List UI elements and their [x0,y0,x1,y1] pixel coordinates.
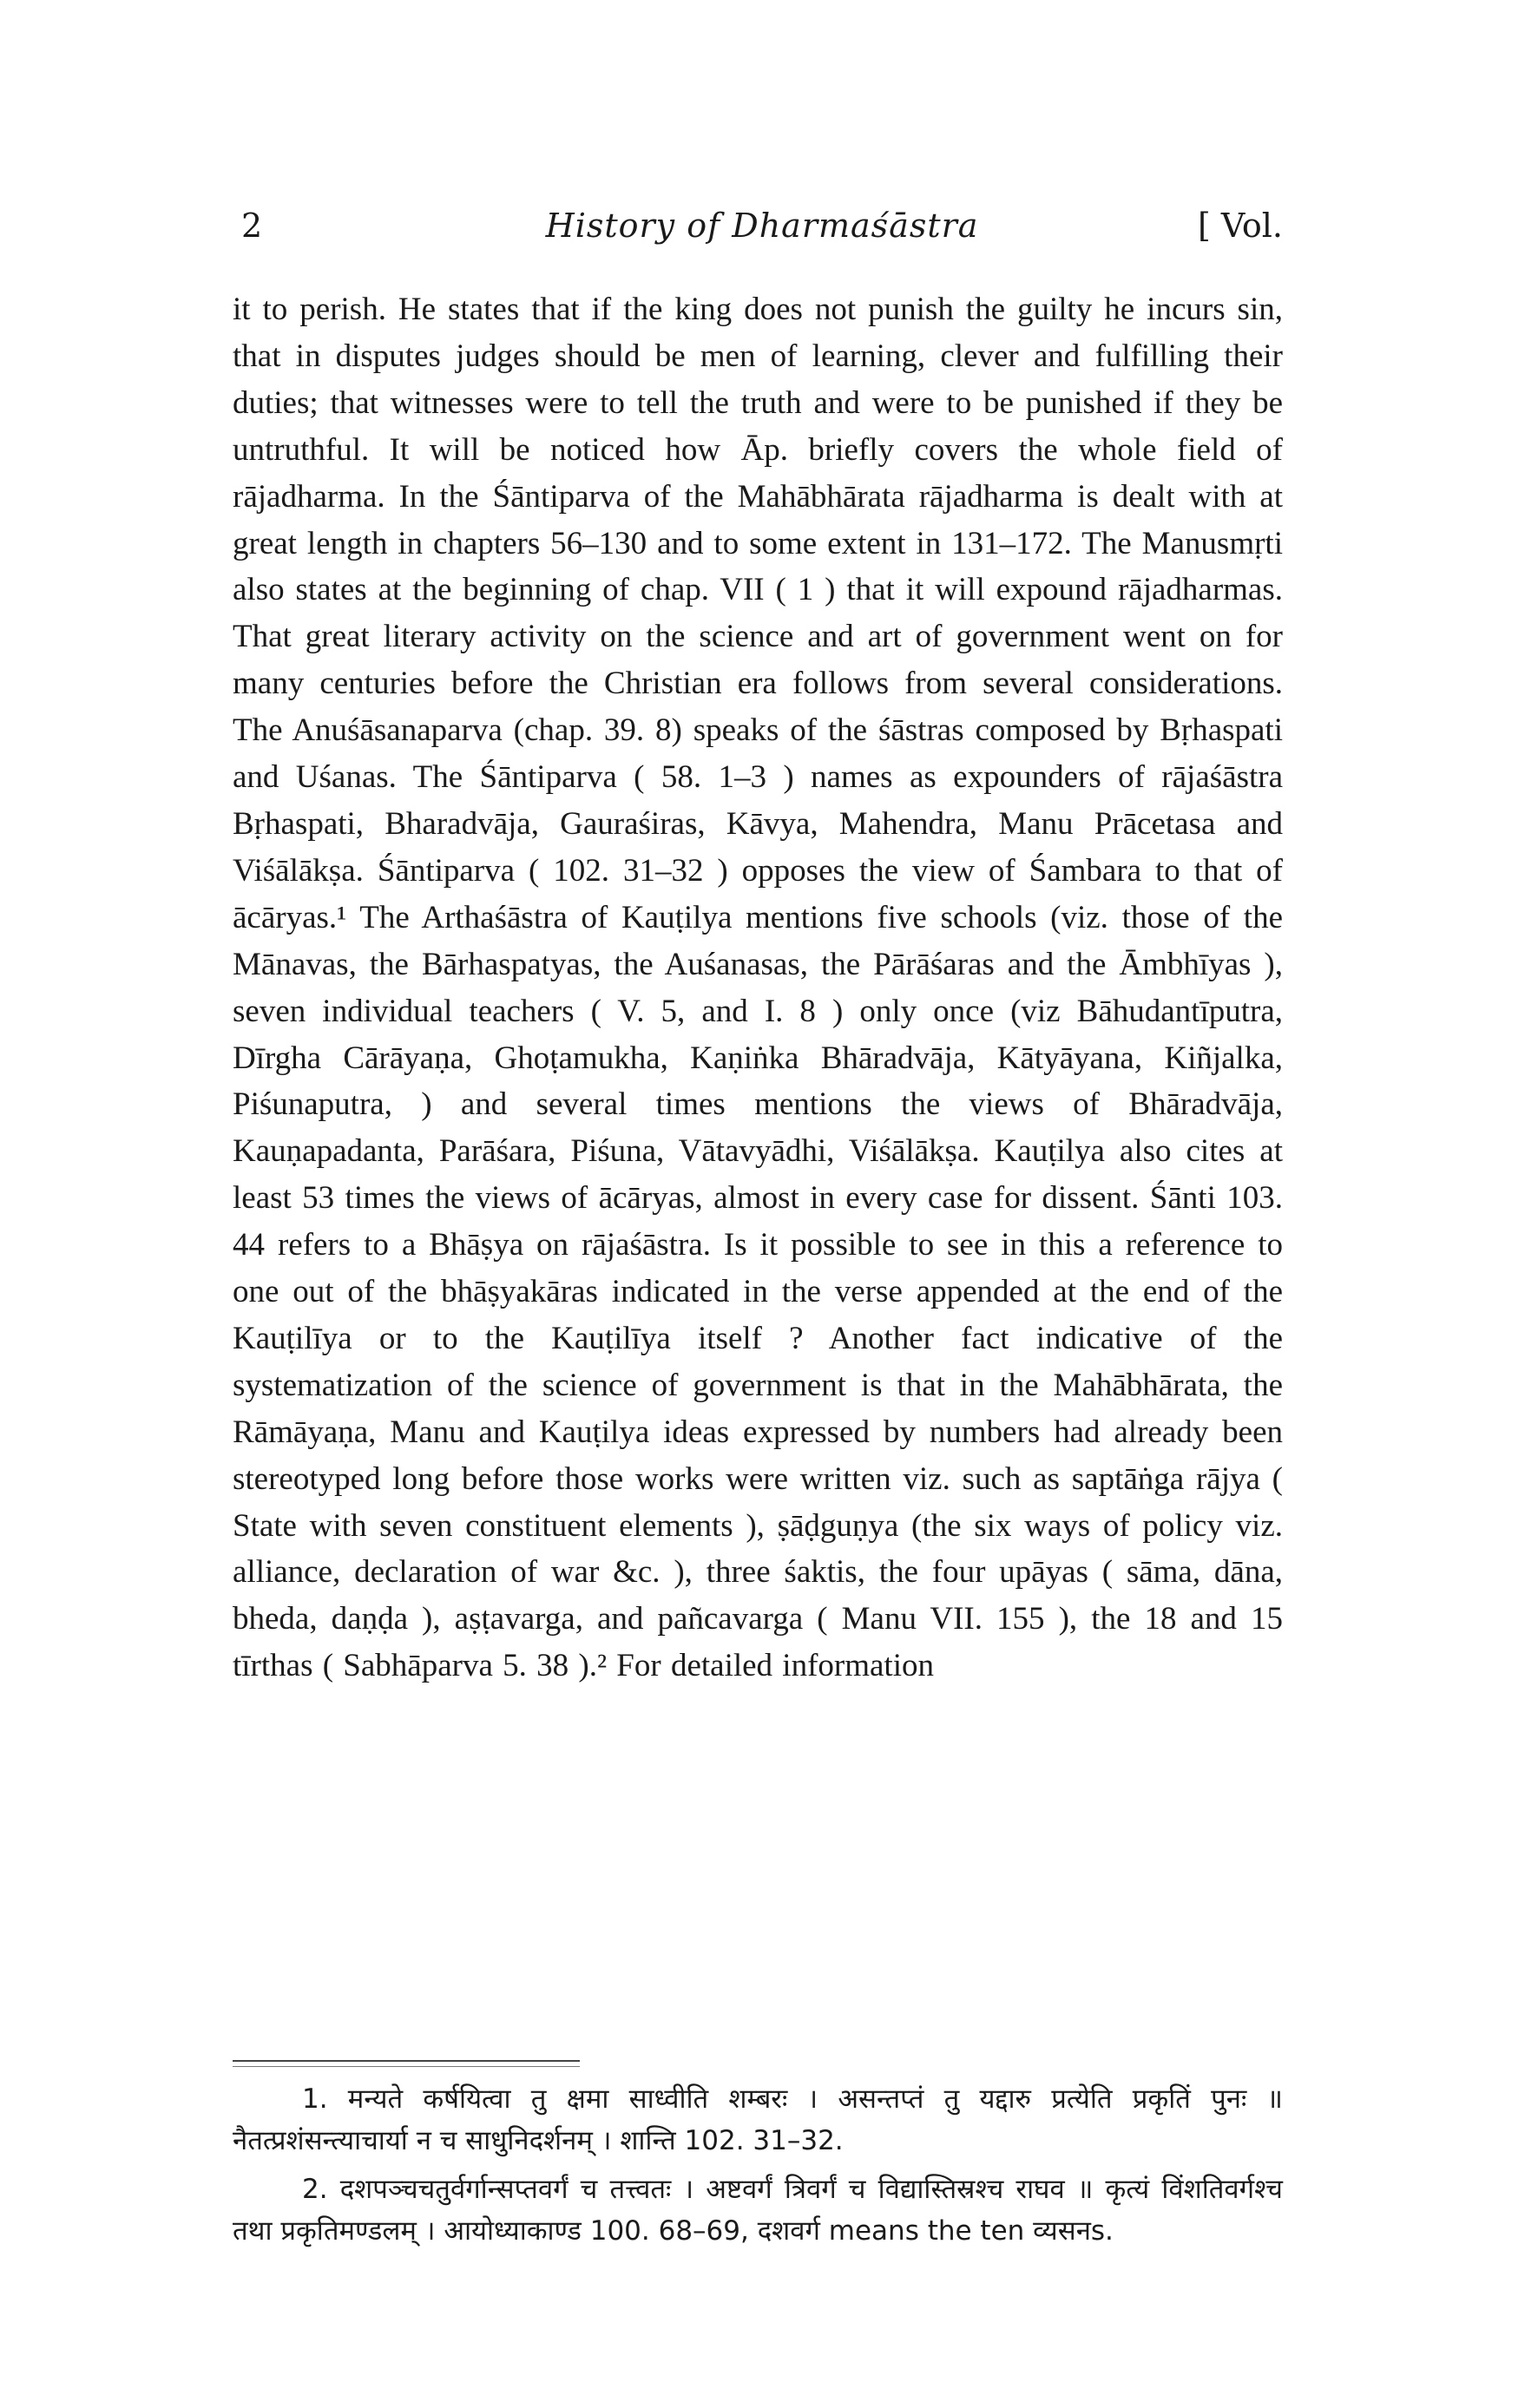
footnote-divider [233,2060,580,2062]
volume-label: [ Vol. [1198,207,1283,245]
main-text [233,286,1283,1690]
footnotes [233,2078,1283,2252]
body-paragraph: it to perish. He states that if the king does not punish the guilty he incurs sin, that in disputes judges should be men of learning, clever and fulfilling their duties; that witnesses were to tell the truth and were to be punished if they be untruthful. It will be noticed how Āp. briefly covers the whole field of rājadharma. In the Śāntiparva of the Mahābhārata rājadharma is dealt with at great length in chapters 56–130 and to some extent in 131–172. The Manusmṛti also states at the beginning of chap. VII ( 1 ) that it will expound rājadharmas. That great literary activity on the science and art of government went on for many centuries before the Christian era follows from several considerations. The Anuśāsanaparva (chap. 39. 8) speaks of the śāstras composed by Bṛhaspati and Uśanas. The Śāntiparva ( 58. 1–3 ) names as expounders of rājaśāstra Bṛhaspati, Bharadvāja, Gauraśiras, Kāvya, Mahendra, Manu Prācetasa and Viśālākṣa. Śāntiparva ( 102. 31–32 ) opposes the view of Śambara to that of ācāryas.¹ The Arthaśāstra of Kauṭilya mentions five schools (viz. those of the Mānavas, the Bārhaspatyas, the Auśanasas, the Pārāśaras and the Āmbhīyas ), seven individual teachers ( V. 5, and I. 8 ) only once (viz Bāhudantīputra, Dīrgha Cārāyaṇa, Ghoṭamukha, Kaṇiṅka Bhāradvāja, Kātyāyana, Kiñjalka, Piśunaputra, ) and several times mentions the views of Bhāradvāja, Kauṇapadanta, Parāśara, Piśuna, Vātavyādhi, Viśālākṣa. Kauṭilya also cites at least 53 times the views of ācāryas, almost in every case for dissent. Śānti 103. 44 refers to a Bhāṣya on rājaśāstra. Is it possible to see in this a reference to one out of the bhāṣyakāras indicated in the verse appended at the end of the Kauṭilīya or to the Kauṭilīya itself ? Another fact indicative of the systematization of the science of government is that in the Mahābhārata, the Rāmāyaṇa, Manu and Kauṭilya ideas expressed by numbers had already been stereotyped long before those works were written viz. such as saptāṅga rājya ( State with seven constituent elements ), ṣāḍguṇya (the six ways of policy viz. alliance, declaration of war &c. ), three śaktis, the four upāyas ( sāma, dāna, bheda, daṇḍa ), aṣṭavarga, and pañcavarga ( Manu VII. 155 ), the 18 and 15 tīrthas ( Sabhāparva 5. 38 ).² For detailed information [233,292,1283,1684]
page-header [241,207,1283,259]
footnote-2: 2. दशपञ्चचतुर्वर्गान्सप्तवर्गं च तत्त्वतः । अष्टवर्गं त्रिवर्गं च विद्यास्तिस्रश्च राघव ॥ कृत्यं विंशतिवर्गश्च तथा प्रकृतिमण्डलम् । आयोध्याकाण्ड 100. 68–69, दशवर्ग means the ten व्यसनs. [233,2174,1283,2247]
page-number: 2 [241,207,263,245]
running-title: History of Dharmaśāstra [545,207,979,245]
footnote-1: 1. मन्यते कर्षयित्वा तु क्षमा साध्वीति शम्बरः । असन्तप्तं तु यद्दारु प्रत्येति प्रकृतिं पुनः ॥ नैतत्प्रशंसन्त्याचार्या न च साधुनिदर्शनम् । शान्ति 102. 31–32. [233,2083,1283,2156]
footnote-divider-secondary [233,2066,580,2067]
